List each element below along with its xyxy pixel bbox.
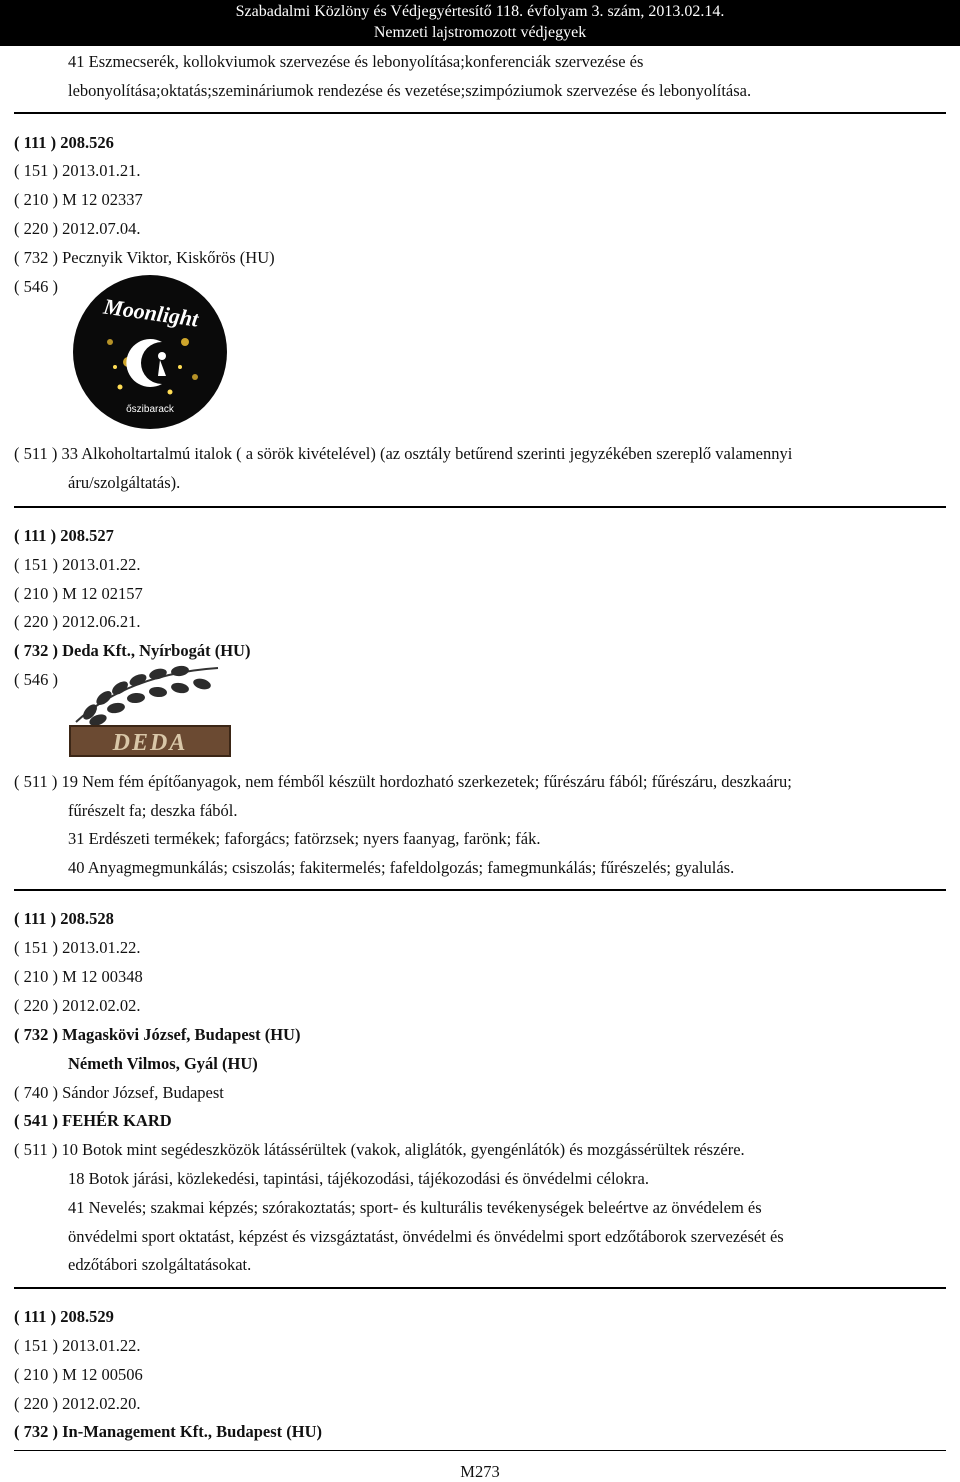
publication-title: Szabadalmi Közlöny és Védjegyértesítő 118. évfolyam 3. szám, 2013.02.14. [235,3,725,20]
entry-511-cont: 40 Anyagmegmunkálás; csiszolás; fakitermelés; fafeldolgozás; famegmunkálás; fűrészelés; gyalulás. [68,858,735,877]
page-number: M273 [460,1462,500,1481]
divider [14,506,946,508]
page-header [0,0,960,46]
entry-220: ( 220 ) 2012.06.21. [14,612,141,631]
entry-732: ( 732 ) Magaskövi József, Budapest (HU) [14,1025,301,1044]
entry-511-cont: 18 Botok járási, közlekedési, tapintási, tájékozodási, tájékozodási és önvédelmi célokra. [68,1169,649,1188]
entry-511: ( 511 ) 33 Alkoholtartalmú italok ( a sörök kivételével) (az osztály betűrend szerinti jegyzékében szereplő valamennyi [14,444,793,463]
logo-wordmark: Moonlight [102,293,201,332]
entry-151: ( 151 ) 2013.01.22. [14,938,141,957]
divider [14,1287,946,1289]
entry-732: ( 732 ) In-Management Kft., Budapest (HU) [14,1422,322,1441]
entry-541: ( 541 ) FEHÉR KARD [14,1111,172,1130]
entry-511-cont: fűrészelt fa; deszka fából. [68,801,238,820]
divider [14,112,946,114]
entry-220: ( 220 ) 2012.02.02. [14,996,141,1015]
intro-line: lebonyolítása;oktatás;szemináriumok rendezése és vezetése;szimpóziumok szervezése és lebonyolítása. [68,81,752,100]
entry-732: ( 732 ) Deda Kft., Nyírbogát (HU) [14,641,251,660]
entry-151: ( 151 ) 2013.01.22. [14,1336,141,1355]
divider [14,1450,946,1451]
entry-220: ( 220 ) 2012.07.04. [14,219,141,238]
entry-111: ( 111 ) 208.526 [14,133,114,152]
entry-210: ( 210 ) M 12 02157 [14,584,143,603]
deda-logo [68,664,234,758]
entry-511-cont: önvédelmi sport oktatást, képzést és vizsgáztatást, önvédelmi és önvédelmi sport edzőtáborok szervezését és [68,1227,784,1246]
intro-line: 41 Eszmecserék, kollokviumok szervezése és lebonyolítása;konferenciák szervezése és [68,52,644,71]
divider [14,889,946,891]
entry-220: ( 220 ) 2012.02.20. [14,1394,141,1413]
entry-210: ( 210 ) M 12 00348 [14,967,143,986]
entry-111: ( 111 ) 208.529 [14,1307,114,1326]
entry-546: ( 546 ) [14,670,58,689]
entry-511: ( 511 ) 10 Botok mint segédeszközök látássérültek (vakok, aliglátók, gyengénlátók) és mozgássérültek részére. [14,1140,745,1159]
entry-732: ( 732 ) Pecznyik Viktor, Kiskőrös (HU) [14,248,275,267]
entry-511-cont: 41 Nevelés; szakmai képzés; szórakoztatás; sport- és kulturális tevékenységek beleértve az önvédelem és [68,1198,762,1217]
moonlight-logo [70,272,232,432]
section-title: Nemzeti lajstromozott védjegyek [373,24,587,41]
entry-111: ( 111 ) 208.528 [14,909,114,928]
entry-546: ( 546 ) [14,277,58,296]
entry-732-cont: Németh Vilmos, Gyál (HU) [68,1054,258,1073]
logo-subtext: őszibarack [126,404,174,415]
entry-511-cont: edzőtábori szolgáltatásokat. [68,1255,252,1274]
logo-wordmark: DEDA [112,730,188,756]
entry-511-cont: 31 Erdészeti termékek; faforgács; fatörzsek; nyers faanyag, farönk; fák. [68,829,541,848]
entry-111: ( 111 ) 208.527 [14,526,114,545]
entry-511-cont: áru/szolgáltatás). [68,473,181,492]
entry-511: ( 511 ) 19 Nem fém építőanyagok, nem fémből készült hordozható szerkezetek; fűrészáru fából; fűrészáru, deszkaáru; [14,772,792,791]
entry-151: ( 151 ) 2013.01.22. [14,555,141,574]
entry-210: ( 210 ) M 12 02337 [14,190,143,209]
entry-151: ( 151 ) 2013.01.21. [14,161,141,180]
entry-210: ( 210 ) M 12 00506 [14,1365,143,1384]
entry-740: ( 740 ) Sándor József, Budapest [14,1083,224,1102]
